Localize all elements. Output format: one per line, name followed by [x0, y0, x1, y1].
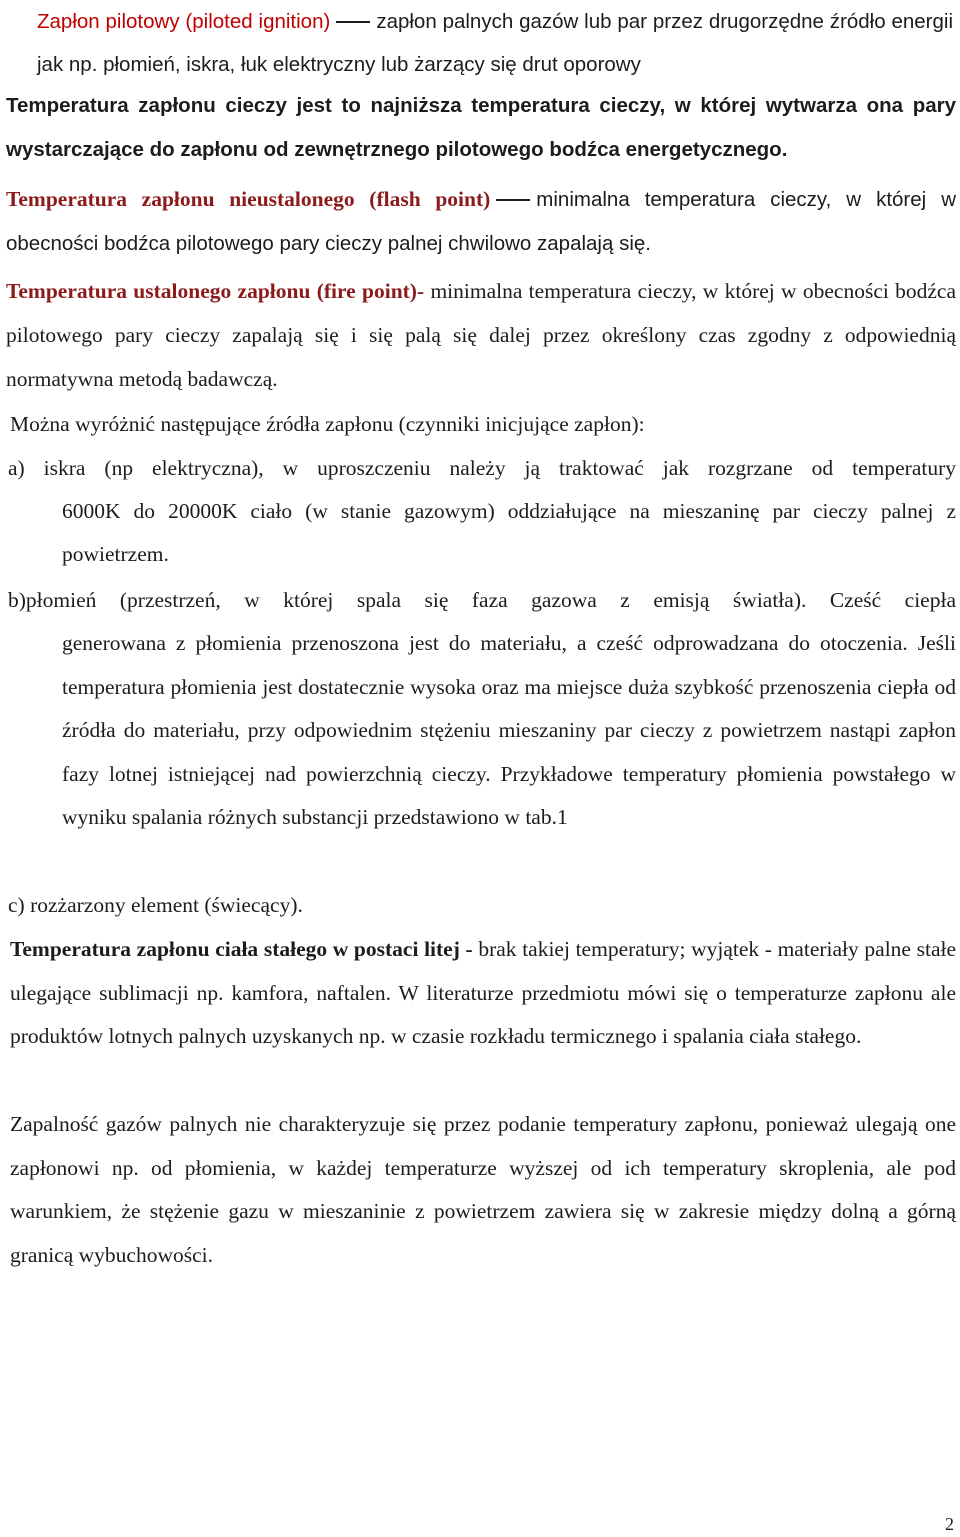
flash-point-text: minimalna temperatura cieczy, w której w obecności bodźca pilotowego pary cieczy palnej chwilowo zapalają się. — [6, 188, 956, 255]
flash-definition-paragraph: Temperatura zapłonu cieczy jest to najniższa temperatura cieczy, w której wytwarza ona pary wystarczające do zapłonu od zewnętrznego pilotowego bodźca energetycznego. — [6, 94, 956, 161]
item-a-continuation: 6000K do 20000K ciało (w stanie gazowym) oddziałujące na mieszaninę par cieczy palnej z powietrzem. — [62, 499, 956, 566]
fire-point-paragraph — [6, 269, 956, 401]
item-b-first-line: b)płomień (przestrzeń, w której spala się faza gazowa z emisją światła). Cześć ciepła — [8, 588, 956, 612]
item-c: c) rozżarzony element (świecący). — [8, 893, 303, 917]
solid-ignition-term: Temperatura zapłonu ciała stałego w postaci litej - — [10, 937, 473, 961]
item-a-first-line: a) iskra (np elektryczna), w uproszczeniu należy ją traktować jak rozgrzane od temperatury — [8, 456, 956, 480]
piloted-ignition-paragraph — [37, 0, 953, 86]
fire-point-term: Temperatura ustalonego zapłonu (fire point)- — [6, 279, 425, 303]
piloted-ignition-text: zapłon palnych gazów lub par przez drugorzędne źródło energii jak np. płomień, iskra, łuk elektryczny lub żarzący się drut oporowy — [37, 10, 953, 76]
em-dash — [496, 199, 530, 201]
item-b-continuation: generowana z płomienia przenoszona jest do materiału, a cześć odprowadzana do otoczenia. Jeśli temperatura płomienia jest dostatecznie wysoka oraz ma miejsce duża szybkość przenoszenia ciepła od źródła do materiału, przy odpowiednim stężeniu mieszaniny par cieczy z powietrzem nastąpi zapłon fazy lotnej istniejącej nad powierzchnią cieczy. Przykładowe temperatury płomienia powstałego w wyniku spalania różnych substancji przedstawiono w tab.1 — [62, 631, 956, 829]
flash-point-paragraph — [6, 177, 956, 266]
piloted-ignition-term: Zapłon pilotowy (piloted ignition) — [37, 10, 331, 33]
flash-point-term: Temperatura zapłonu nieustalonego (flash point) — [6, 187, 491, 211]
em-dash — [336, 21, 370, 23]
fire-point-text: minimalna temperatura cieczy, w której w obecności bodźca pilotowego pary cieczy zapalają się i się palą się dalej przez określony czas zgodny z odpowiednią normatywna metodą badawczą. — [6, 279, 956, 391]
gas-flammability-paragraph: Zapalność gazów palnych nie charakteryzuje się przez podanie temperatury zapłonu, ponieważ ulegają one zapłonowi np. od płomienia, w każdej temperaturze wyższej od ich temperatury skroplenia, ale pod warunkiem, że stężenie gazu w mieszaninie z powietrzem zawiera się w zakresie między dolną a górną granicą wybuchowości. — [10, 1112, 956, 1267]
ignition-sources-intro: Można wyróżnić następujące źródła zapłonu (czynniki inicjujące zapłon): — [10, 412, 645, 436]
solid-ignition-paragraph — [10, 928, 956, 1059]
solid-ignition-text: brak takiej temperatury; wyjątek - materiały palne stałe ulegające sublimacji np. kamfora, naftalen. W literaturze przedmiotu mówi się o temperaturze zapłonu ale produktów lotnych palnych uzyskanych np. w czasie rozkładu termicznego i spalania ciała stałego. — [10, 937, 956, 1048]
page-number: 2 — [945, 1514, 954, 1534]
